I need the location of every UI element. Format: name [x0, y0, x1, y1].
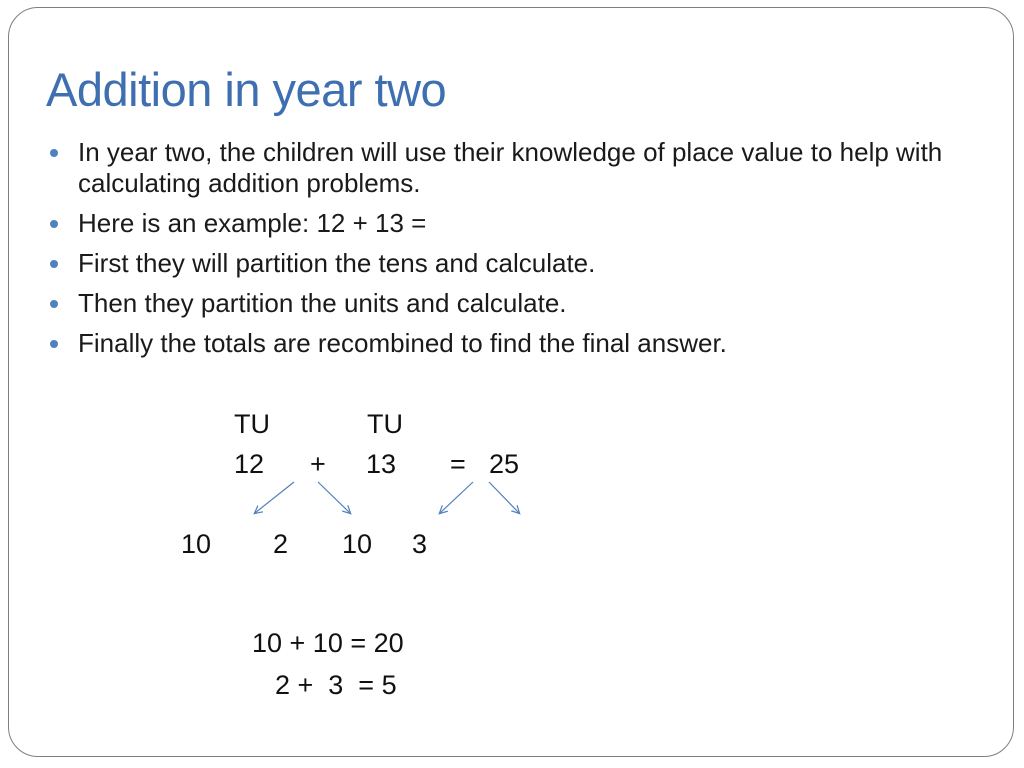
partition-a-units: 2 — [273, 529, 289, 559]
bullet-dot-icon — [50, 149, 58, 157]
result: 25 — [489, 449, 520, 479]
slide-frame — [8, 7, 1014, 757]
bullet-text: Then they partition the units and calculate. — [78, 288, 567, 318]
bullet-item — [46, 137, 986, 199]
bullet-item — [46, 248, 986, 279]
partition-b-units: 3 — [412, 529, 428, 559]
bullet-item — [46, 208, 986, 239]
addend-b: 13 — [366, 449, 397, 479]
equals-sign: = — [450, 449, 466, 479]
addend-a: 12 — [234, 449, 265, 479]
partition-b-tens: 10 — [342, 529, 373, 559]
bullet-text: In year two, the children will use their knowledge of place value to help with calculating addition problems. — [78, 137, 943, 198]
bullet-dot-icon — [50, 300, 58, 308]
units-sum: 2 + 3 = 5 — [275, 670, 397, 700]
bullet-text: Finally the totals are recombined to find the final answer. — [78, 328, 727, 358]
tens-sum: 10 + 10 = 20 — [252, 628, 404, 658]
bullet-dot-icon — [50, 340, 58, 348]
bullet-text: Here is an example: 12 + 13 = — [78, 208, 427, 238]
bullet-item — [46, 328, 986, 359]
partition-a-tens: 10 — [181, 529, 212, 559]
bullet-list — [46, 137, 986, 368]
bullet-text: First they will partition the tens and calculate. — [78, 248, 596, 278]
bullet-dot-icon — [50, 220, 58, 228]
place-value-header-right: TU — [367, 409, 403, 439]
slide-title: Addition in year two — [46, 63, 447, 116]
bullet-item — [46, 288, 986, 319]
plus-sign: + — [310, 449, 326, 479]
bullet-dot-icon — [50, 260, 58, 268]
place-value-header-left: TU — [234, 409, 270, 439]
